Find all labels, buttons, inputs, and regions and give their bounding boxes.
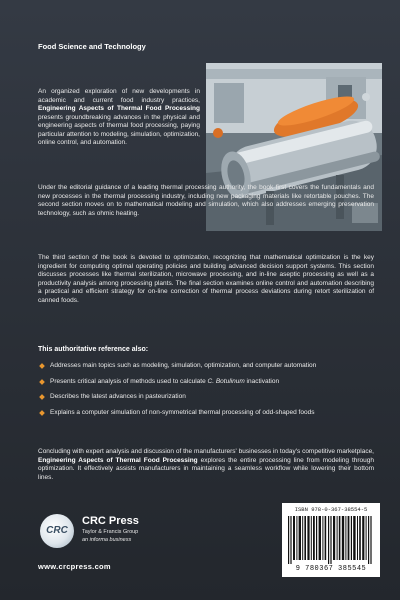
- intro-lead: An organized exploration of new developments in academic and current food industry practices,: [38, 88, 200, 104]
- intro-book-title: Engineering Aspects of Thermal Food Processing: [38, 105, 200, 112]
- paragraph-two: Under the editorial guidance of a leading thermal processing authority, the book first covers the fundamentals and new processes in the thermal processing industry, including new packaging materials like retortable pouches. The second section moves on to mathematical modeling and simulation, which also addresses emerging preservation technology, such as ohmic heating.: [38, 184, 374, 217]
- list-item: [40, 378, 360, 387]
- list-item: [40, 393, 360, 402]
- publisher-group: Taylor & Francis Group: [82, 529, 139, 535]
- barcode-box: [282, 503, 380, 577]
- feature-list: [40, 362, 360, 424]
- logo-mark: CRC: [46, 525, 68, 536]
- diamond-bullet-icon: [39, 394, 45, 400]
- intro-paragraph: [38, 88, 200, 148]
- conclusion-paragraph: [38, 448, 374, 482]
- diamond-bullet-icon: [39, 363, 45, 369]
- paragraph-three: The third section of the book is devoted to optimization, recognizing that mathematical optimization is the key ingredient for computing optimal operating policies and building advanced decision support systems. This section discusses processes like thermal sterilization, microwave processing, and in-line aseptic processing as well as a productivity analysis among processing plants. The final section examines online control and automation describing a practical and efficient strategy for on-line correction of thermal process deviations during retort sterilization of canned foods.: [38, 254, 374, 304]
- list-item-italic: C. Botulinum: [207, 377, 245, 385]
- diamond-bullet-icon: [39, 410, 45, 416]
- diamond-bullet-icon: [39, 379, 45, 385]
- publisher-url[interactable]: www.crcpress.com: [38, 562, 111, 571]
- publisher-logo: [40, 514, 190, 554]
- series-title: Food Science and Technology: [38, 42, 146, 51]
- list-item-text: Presents critical analysis of methods used to calculate: [50, 377, 208, 385]
- isbn-label: ISBN 978-0-367-38554-5: [294, 506, 368, 513]
- conclusion-lead: Concluding with expert analysis and discussion of the manufacturers' businesses in today's competitive marketplace,: [38, 448, 374, 455]
- list-item-text: Addresses main topics such as modeling, simulation, optimization, and computer automation: [50, 362, 317, 369]
- list-item: [40, 362, 360, 371]
- conclusion-rest: explores the entire processing line from modeling through optimization. It effectively assists manufacturers in maintaining a seamless workflow while lowering their bottom lines.: [38, 456, 375, 481]
- list-item: [40, 409, 360, 418]
- list-item-text: Explains a computer simulation of non-symmetrical thermal processing of odd-shaped foods: [50, 408, 315, 416]
- conclusion-book-title: Engineering Aspects of Thermal Food Processing: [38, 456, 198, 464]
- also-heading: This authoritative reference also:: [38, 346, 149, 353]
- list-item-text-after: inactivation: [244, 377, 280, 385]
- publisher-tagline: an informa business: [82, 537, 132, 543]
- publisher-name: CRC Press: [82, 515, 139, 527]
- barcode-digits: 9 780367 385545: [295, 565, 367, 573]
- list-item-text: Describes the latest advances in pasteurization: [50, 393, 186, 400]
- intro-rest: presents groundbreaking advances in the physical and engineering aspects of thermal food processing, paying particular attention to modeling, simulation, optimization, online control, and automation.: [38, 113, 200, 146]
- barcode-icon: [288, 516, 374, 564]
